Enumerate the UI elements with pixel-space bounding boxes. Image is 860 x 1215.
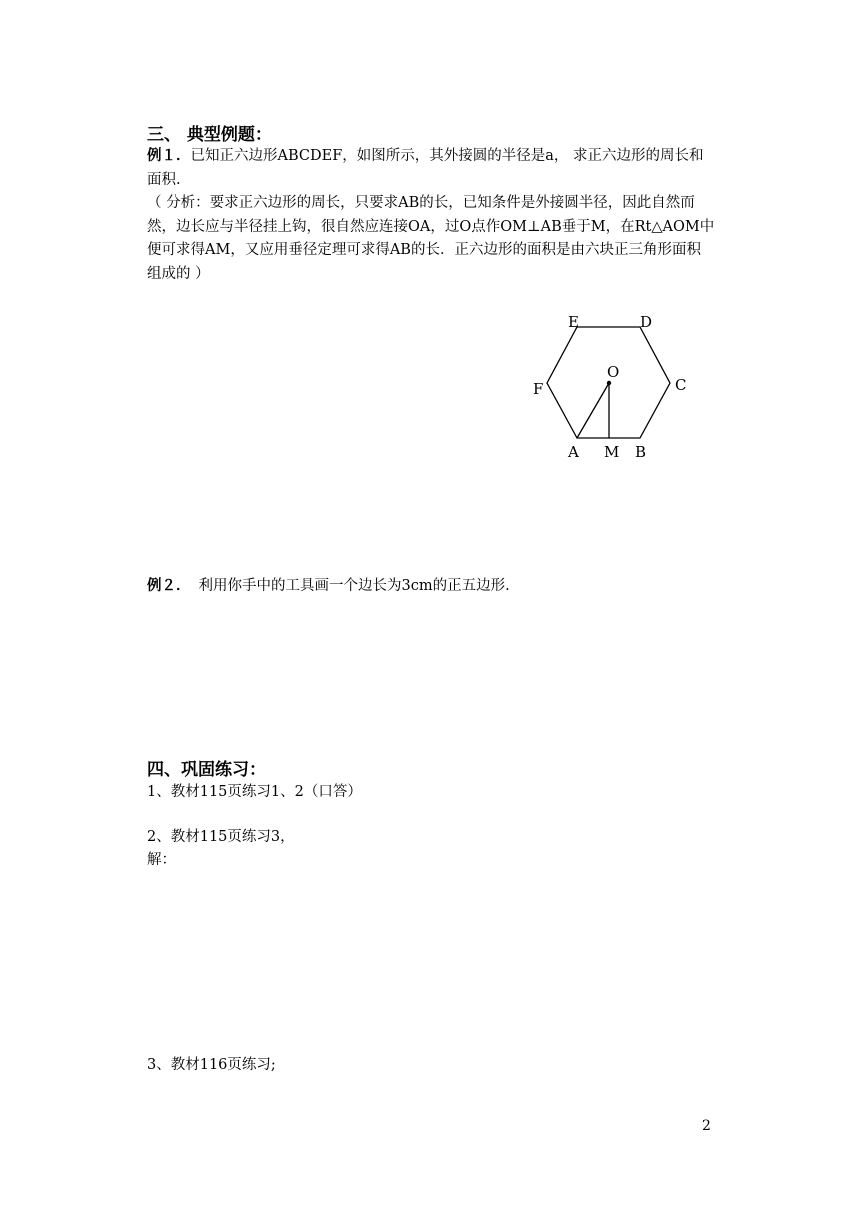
label-c: C — [675, 376, 687, 394]
label-b: B — [635, 443, 647, 461]
hexagon-figure — [520, 305, 720, 470]
solution-label: 解： — [147, 852, 176, 868]
example2-statement — [147, 574, 510, 595]
exercise-item-1: 1、教材115页练习1、2（口答） — [147, 784, 362, 800]
example1-text: 已知正六边形ABCDEF，如图所示，其外接圆的半径是a， 求正六边形的周长和面积. — [147, 148, 704, 188]
exercise-item-3: 3、教材116页练习; — [147, 1057, 276, 1073]
example1-statement — [147, 145, 715, 192]
label-o: O — [607, 363, 620, 381]
label-e: E — [568, 313, 579, 331]
label-a: A — [568, 443, 579, 461]
center-point-o — [607, 381, 611, 385]
label-f: F — [533, 380, 544, 398]
segment-oa — [577, 383, 609, 438]
label-m: M — [604, 443, 620, 461]
exercise-item-2: 2、教材115页练习3， — [147, 829, 295, 845]
example2-label: 例２． — [147, 578, 191, 594]
example2-text: 利用你手中的工具画一个边长为3cm的正五边形. — [198, 578, 510, 594]
label-d: D — [640, 313, 653, 331]
page-number: 2 — [702, 1118, 711, 1134]
section3-heading: 三、 典型例题： — [147, 125, 272, 145]
section4-heading: 四、巩固练习： — [147, 760, 266, 780]
example1-label: 例１． — [147, 148, 191, 164]
example1-analysis: （ 分析：要求正六边形的周长，只要求AB的长，已知条件是外接圆半径，因此自然而然，边长应与半径挂上钩，很自然应连接OA，过O点作OM⊥AB垂于M，在Rt△AOM中便可求得AM，又应用垂径定理可求得AB的长．正六边形的面积是由六块正三角形面积组成的 ） — [147, 195, 715, 282]
